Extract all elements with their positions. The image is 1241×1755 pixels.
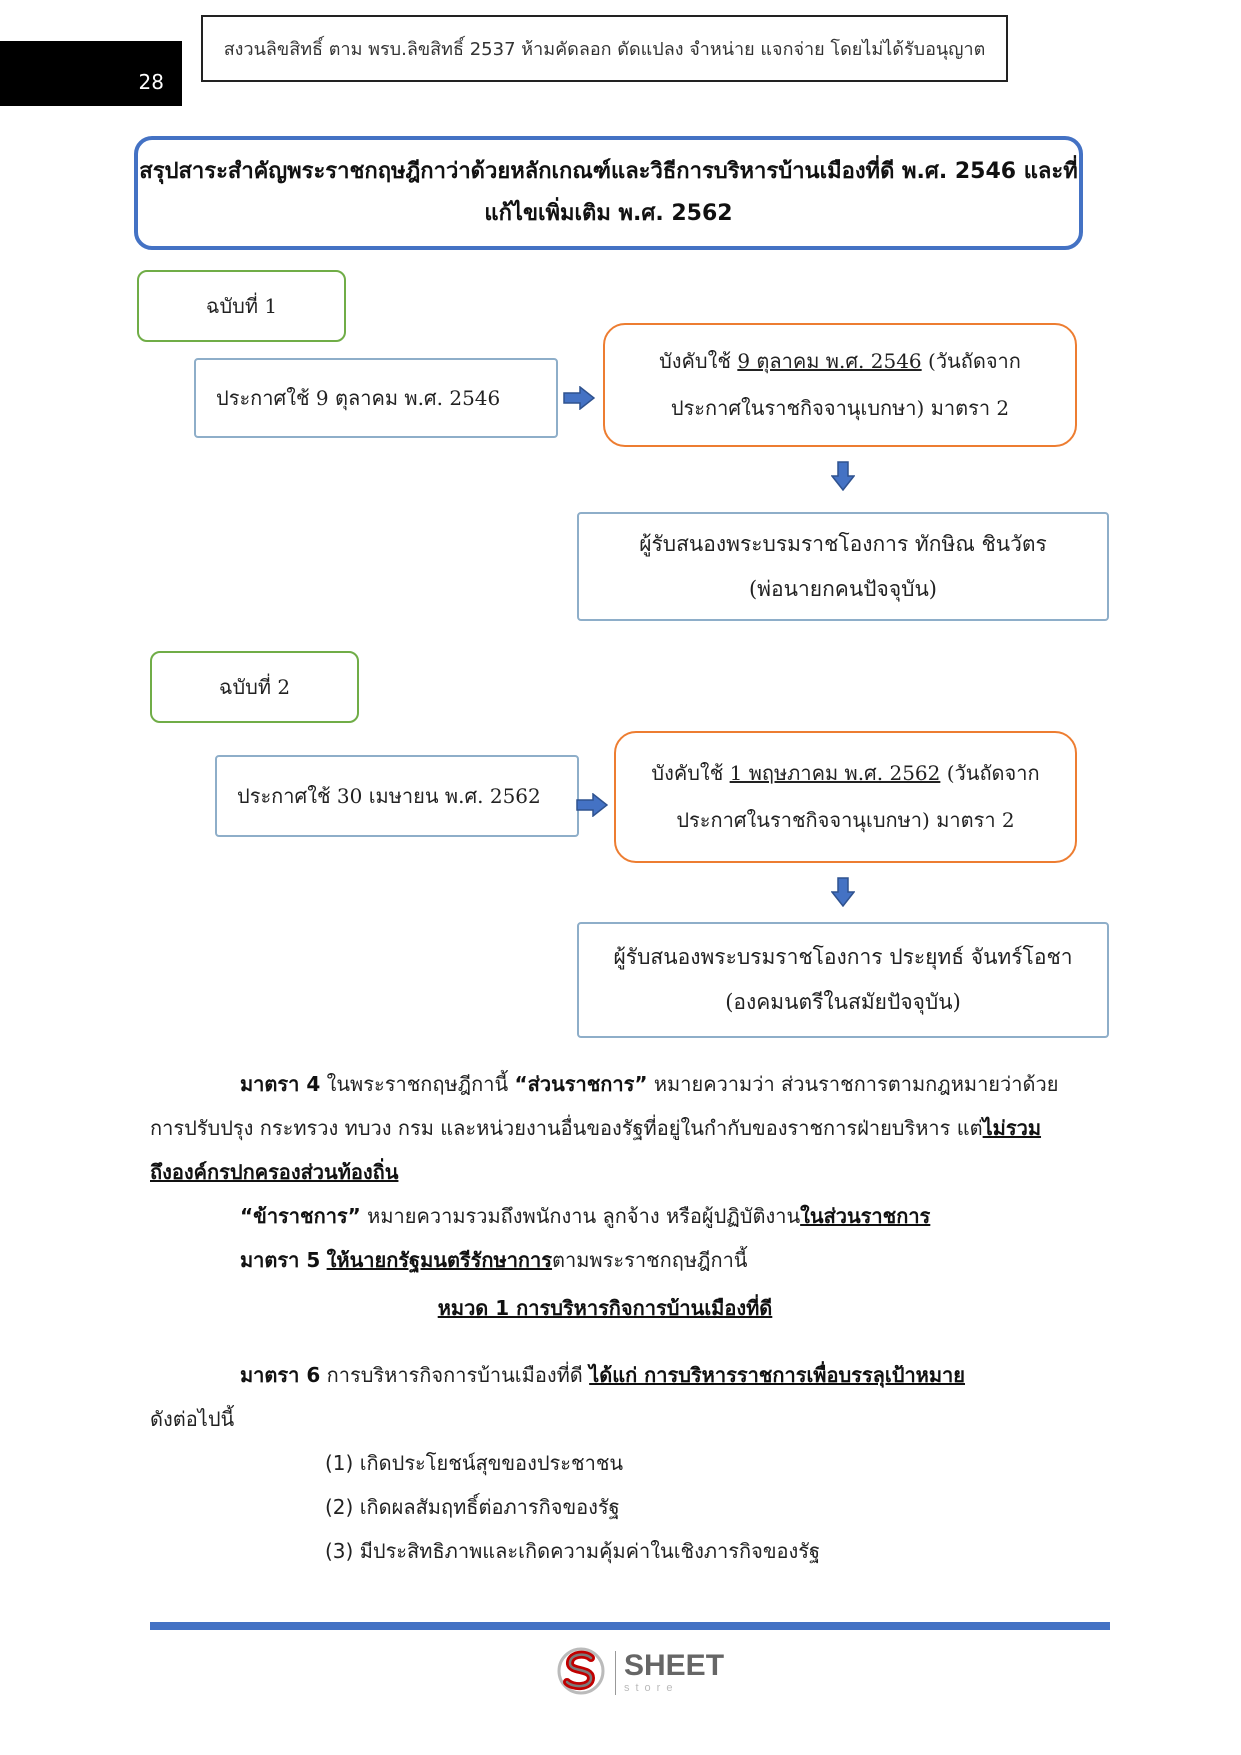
- section-5-text: ตามพระราชกฤษฎีกานี้: [552, 1248, 748, 1272]
- version-2-responsible: [577, 922, 1109, 1038]
- version-1-label: ฉบับที่ 1: [137, 270, 346, 342]
- logo-main-text: SHEET: [624, 1649, 725, 1682]
- version-2-label: ฉบับที่ 2: [150, 651, 359, 723]
- section-6-line-1: [150, 1353, 1060, 1397]
- document-title: [134, 136, 1083, 250]
- version-1-effective: [603, 323, 1077, 447]
- chapter-1-heading-text: หมวด 1 การบริหารกิจการบ้านเมืองที่ดี: [437, 1296, 773, 1320]
- section-6-paragraph: [150, 1353, 1060, 1441]
- section-6-list: [325, 1441, 1060, 1573]
- chapter-1-heading: [150, 1286, 1060, 1330]
- section-4-text-1: ในพระราชกฤษฎีกานี้: [320, 1072, 515, 1096]
- page-number: 28: [138, 70, 164, 94]
- footer-rule: [150, 1622, 1110, 1630]
- civil-servant-definition: [240, 1194, 1060, 1238]
- version-1-responsible: [577, 512, 1109, 621]
- title-line-1: สรุปสาระสำคัญพระราชกฤษฎีกาว่าด้วยหลักเกณฑ์และวิธีการบริหารบ้านเมืองที่ดี พ.ศ. 2546 และที่: [139, 159, 1078, 184]
- logo-text: [624, 1651, 724, 1694]
- section-4-exclusion: ไม่รวมถึงองค์กรปกครองส่วนท้องถิ่น: [150, 1116, 1042, 1184]
- section-4-term: “ส่วนราชการ”: [514, 1072, 648, 1096]
- effective-suffix: (วันถัดจาก: [928, 349, 1021, 373]
- section-6-goal: ได้แก่ การบริหารราชการเพื่อบรรลุเป้าหมาย: [589, 1363, 965, 1387]
- section-6-text-2: ดังต่อไปนี้: [150, 1407, 235, 1431]
- version-1-responsible-note: (พ่อนายกคนปัจจุบัน): [748, 576, 938, 601]
- civil-servant-term: “ข้าราชการ”: [240, 1204, 361, 1228]
- version-1-responsible-name: ผู้รับสนองพระบรมราชโองการ ทักษิณ ชินวัตร: [639, 531, 1047, 556]
- version-2-responsible-note: (องคมนตรีในสมัยปัจจุบัน): [725, 990, 961, 1014]
- version-1-announced: ประกาศใช้ 9 ตุลาคม พ.ศ. 2546: [194, 358, 558, 438]
- version-2-effective-line-2: ประกาศในราชกิจจานุเบกษา) มาตรา 2: [676, 808, 1015, 832]
- effective-date: 9 ตุลาคม พ.ศ. 2546: [737, 349, 922, 373]
- page-number-block: [0, 41, 182, 106]
- version-2-effective: [614, 731, 1077, 863]
- list-item: (3) มีประสิทธิภาพและเกิดความคุ้มค่าในเชิงภารกิจของรัฐ: [325, 1539, 821, 1563]
- section-6-text-1: การบริหารกิจการบ้านเมืองที่ดี: [320, 1363, 590, 1387]
- civil-servant-scope: ในส่วนราชการ: [800, 1204, 931, 1228]
- logo-sub-text: store: [624, 1682, 679, 1694]
- right-arrow-icon: [563, 386, 595, 410]
- logo-divider: [615, 1651, 616, 1695]
- section-4-paragraph: [150, 1062, 1060, 1194]
- effective-suffix: (วันถัดจาก: [946, 761, 1040, 785]
- effective-date: 1 พฤษภาคม พ.ศ. 2562: [729, 761, 941, 785]
- sheet-store-logo: [555, 1645, 724, 1700]
- right-arrow-icon: [576, 793, 608, 817]
- version-1-effective-line-1: [659, 338, 1021, 385]
- effective-prefix: บังคับใช้: [651, 761, 724, 785]
- section-5-paragraph: [240, 1238, 1060, 1282]
- copyright-notice: สงวนลิขสิทธิ์ ตาม พรบ.ลิขสิทธิ์ 2537 ห้ามคัดลอก ดัดแปลง จำหน่าย แจกจ่าย โดยไม่ได้รับอนุญาต: [201, 15, 1008, 82]
- section-6-label: มาตรา 6: [240, 1363, 321, 1387]
- version-1-effective-line-2: ประกาศในราชกิจจานุเบกษา) มาตรา 2: [670, 396, 1010, 420]
- section-4-text-2: หมายความว่า ส่วนราชการตามกฎหมายว่าด้วยการปรับปรุง กระทรวง ทบวง กรม และหน่วยงานอื่นของรัฐที่อยู่ในกำกับของราชการฝ่ายบริหาร แต่: [150, 1072, 1059, 1140]
- down-arrow-icon: [831, 461, 855, 491]
- down-arrow-icon: [831, 877, 855, 907]
- section-5-label: มาตรา 5: [240, 1248, 321, 1272]
- section-5-pm: ให้นายกรัฐมนตรีรักษาการ: [326, 1248, 553, 1272]
- title-line-2: แก้ไขเพิ่มเติม พ.ศ. 2562: [484, 201, 733, 226]
- version-2-effective-line-1: [651, 750, 1039, 797]
- sheet-store-logo-icon: [555, 1646, 607, 1700]
- version-2-announced: ประกาศใช้ 30 เมษายน พ.ศ. 2562: [215, 755, 579, 837]
- version-2-responsible-name: ผู้รับสนองพระบรมราชโองการ ประยุทธ์ จันทร์โอชา: [613, 945, 1073, 969]
- list-item: (1) เกิดประโยชน์สุขของประชาชน: [325, 1451, 624, 1475]
- effective-prefix: บังคับใช้: [659, 349, 731, 373]
- civil-servant-text: หมายความรวมถึงพนักงาน ลูกจ้าง หรือผู้ปฏิบัติงาน: [360, 1204, 801, 1228]
- section-4-label: มาตรา 4: [240, 1072, 321, 1096]
- list-item: (2) เกิดผลสัมฤทธิ์ต่อภารกิจของรัฐ: [325, 1495, 620, 1519]
